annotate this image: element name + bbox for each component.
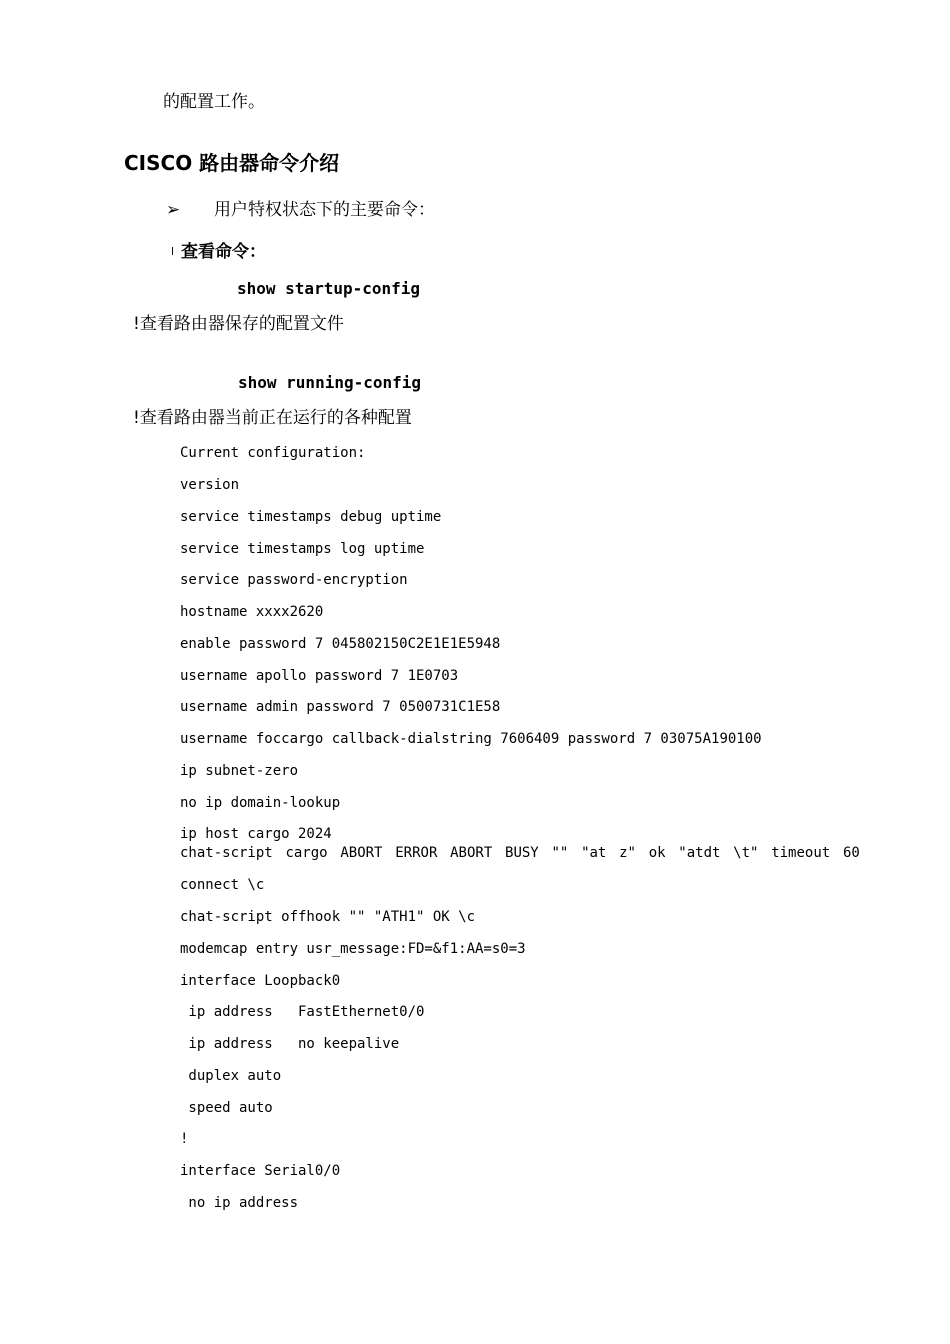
chat-script-line <box>180 843 860 863</box>
config-line: username admin password 7 0500731C1E58 <box>180 699 501 715</box>
chat-token: BUSY <box>505 845 539 861</box>
config-line: modemcap entry usr_message:FD=&f1:AA=s0=3 <box>180 941 526 957</box>
config-line: version <box>180 477 240 493</box>
bullet-text: 用户特权状态下的主要命令： <box>214 200 435 220</box>
config-line: connect \c <box>180 877 265 893</box>
chat-token: chat-script <box>180 845 273 861</box>
config-line: enable password 7 045802150C2E1E1E5948 <box>180 636 501 652</box>
sub-bullet-title: 查看命令： <box>181 242 266 262</box>
chat-token: ABORT <box>340 845 383 861</box>
chat-token: ABORT <box>450 845 493 861</box>
chat-token: "" <box>551 845 569 861</box>
config-line: ! <box>180 1131 189 1147</box>
chat-token: z" <box>619 845 636 861</box>
command-comment: !查看路由器当前正在运行的各种配置 <box>133 408 412 428</box>
config-line: speed auto <box>180 1100 273 1116</box>
config-line: interface Serial0/0 <box>180 1163 341 1179</box>
config-line: interface Loopback0 <box>180 973 341 989</box>
config-line: service timestamps log uptime <box>180 541 425 557</box>
arrow-bullet-icon: ➢ <box>166 200 181 220</box>
chat-token: ERROR <box>395 845 438 861</box>
config-line: Current configuration: <box>180 445 366 461</box>
section-heading: CISCO 路由器命令介绍 <box>124 151 340 175</box>
config-line: chat-script offhook "" "ATH1" OK \c <box>180 909 476 925</box>
config-line: duplex auto <box>180 1068 282 1084</box>
chat-token: cargo <box>285 845 328 861</box>
command-show-running-config: show running-config <box>238 373 422 392</box>
chat-token: "at <box>581 845 607 861</box>
config-line: ip subnet-zero <box>180 763 299 779</box>
config-line: service timestamps debug uptime <box>180 509 442 525</box>
config-line: ip host cargo 2024 <box>180 826 332 842</box>
chat-token: \t" <box>733 845 759 861</box>
config-line: username apollo password 7 1E0703 <box>180 668 459 684</box>
bullet-item <box>166 198 435 222</box>
config-line: no ip address <box>180 1195 299 1211</box>
config-line: ip address FastEthernet0/0 <box>180 1004 425 1020</box>
config-line: ip address no keepalive <box>180 1036 400 1052</box>
command-comment: !查看路由器保存的配置文件 <box>133 314 344 334</box>
config-line: hostname xxxx2620 <box>180 604 324 620</box>
config-line: service password-encryption <box>180 572 408 588</box>
command-show-startup-config: show startup-config <box>237 279 421 298</box>
sub-bullet-mark-icon: l <box>171 245 175 258</box>
chat-token: ok <box>648 845 666 861</box>
chat-token: timeout <box>771 845 831 861</box>
sub-bullet-item <box>171 240 266 264</box>
config-line: no ip domain-lookup <box>180 795 341 811</box>
intro-text: 的配置工作。 <box>163 92 265 112</box>
chat-token: "atdt <box>678 845 721 861</box>
config-line: username foccargo callback-dialstring 7606409 password 7 03075A190100 <box>180 731 762 747</box>
chat-token: 60 <box>842 845 860 861</box>
